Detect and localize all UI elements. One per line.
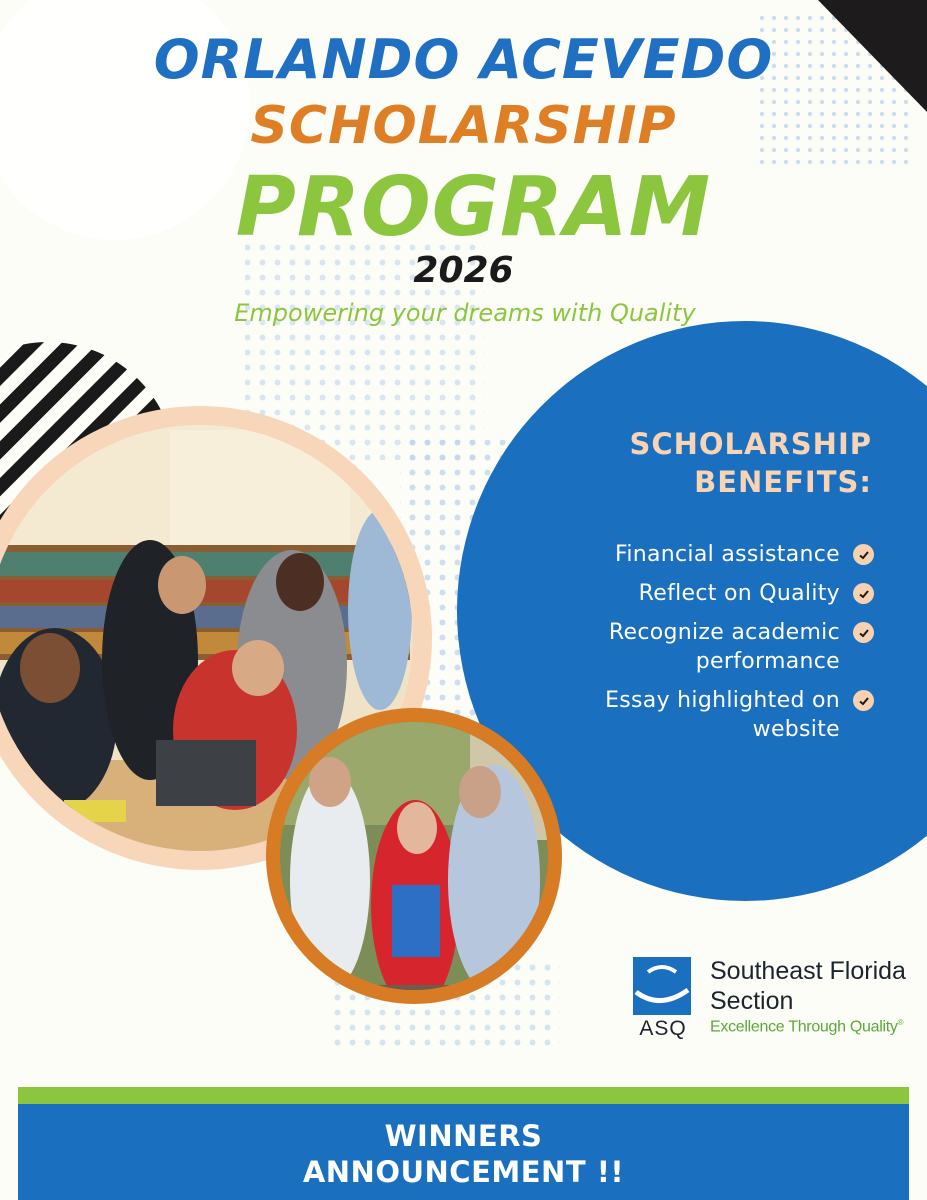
footer-line2: ANNOUNCEMENT !! [302, 1155, 625, 1189]
program-year: 2026 [413, 250, 514, 291]
check-circle-icon [853, 583, 874, 604]
benefit-item [544, 686, 874, 744]
section-name-line2: Section [710, 987, 794, 1015]
benefit-list [544, 540, 874, 754]
motto-text: Excellence Through Quality [710, 1018, 898, 1036]
asq-section-logo [632, 955, 917, 1045]
benefits-heading-line2: BENEFITS: [694, 465, 872, 499]
footer-green-bar [18, 1087, 909, 1104]
benefit-item [544, 618, 874, 676]
benefit-label: Reflect on Quality [638, 581, 840, 606]
benefit-label: Essay highlighted on website [605, 688, 840, 742]
registered-mark: ® [897, 1018, 904, 1027]
check-circle-icon [853, 622, 874, 643]
footer-line1: WINNERS [384, 1119, 543, 1153]
check-circle-icon [853, 544, 874, 565]
motto [710, 1018, 903, 1036]
scholarship-name: ORLANDO ACEVEDO [153, 28, 774, 91]
benefit-item [544, 540, 874, 569]
tagline: Empowering your dreams with Quality [234, 299, 696, 327]
benefit-label: Recognize academic performance [608, 620, 840, 674]
benefit-item [544, 579, 874, 608]
benefit-label: Financial assistance [615, 542, 840, 567]
benefits-heading [552, 425, 872, 501]
asq-logo-text: ASQ [639, 1017, 687, 1040]
benefits-heading-line1: SCHOLARSHIP [629, 427, 872, 461]
program-word: PROGRAM [235, 160, 712, 255]
winners-announcement [18, 1118, 909, 1190]
check-circle-icon [853, 690, 874, 711]
section-name-line1: Southeast Florida [710, 957, 906, 985]
scholarship-word: SCHOLARSHIP [250, 96, 677, 156]
